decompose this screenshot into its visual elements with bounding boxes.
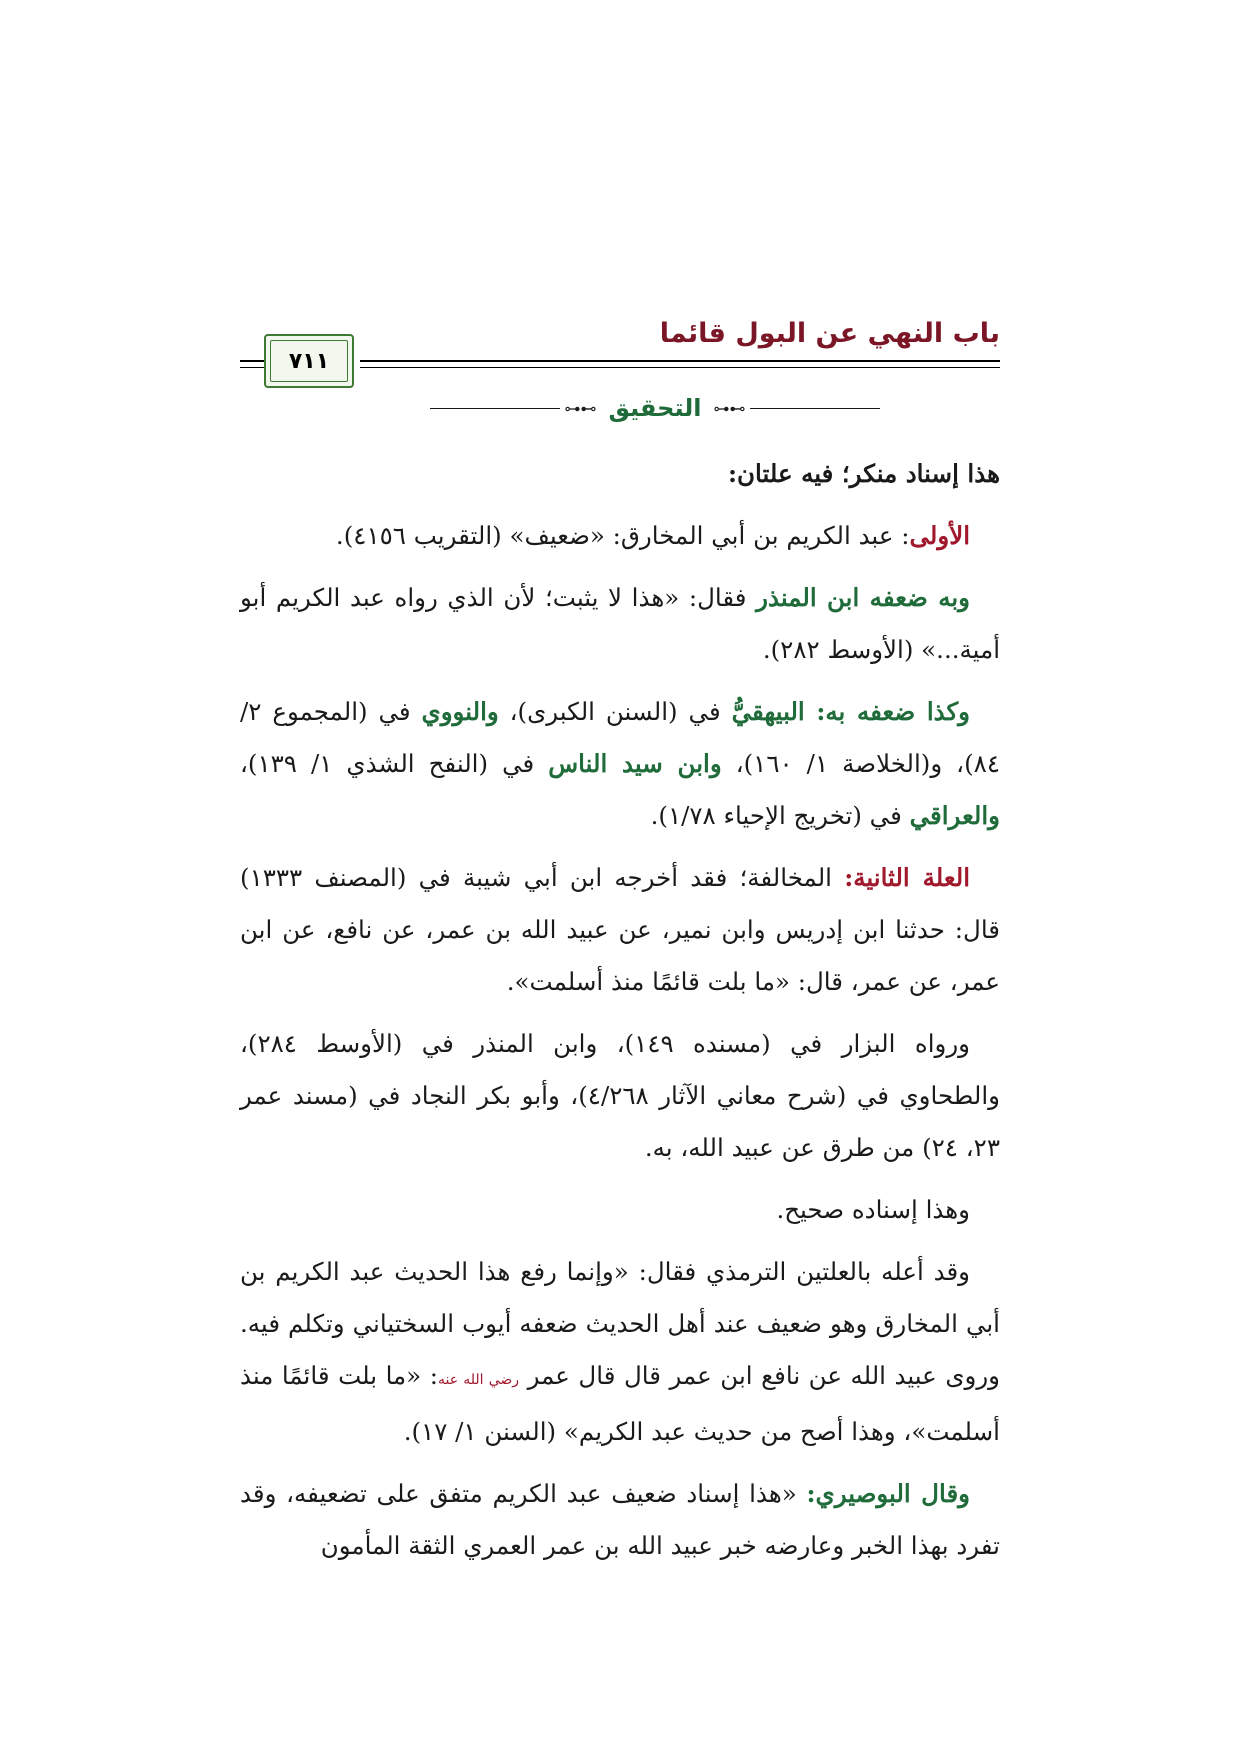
paragraph-text: : «ما بلت قائمًا منذ أسلمت»، وهذا أصح من حديث عبد الكريم» (السنن ١/ ١٧). bbox=[240, 1361, 1000, 1446]
paragraph-lead: العلة الثانية: bbox=[844, 863, 971, 892]
paragraph-text: فقال: «هذا لا يثبت؛ لأن الذي رواه عبد الكريم أبو أمية...» (الأوسط ٢٨٢). bbox=[240, 583, 1000, 664]
scholar-name: البيهقيُّ bbox=[731, 697, 805, 726]
section-heading bbox=[430, 388, 880, 428]
chapter-title: باب النهي عن البول قائما bbox=[659, 318, 1000, 349]
scholar-name: والعراقي bbox=[909, 801, 1000, 830]
paragraph bbox=[240, 1246, 1000, 1458]
divider bbox=[750, 408, 880, 409]
paragraph-text: في (المجموع ٢/ ٨٤)، و(الخلاصة ١/ ١٦٠)، bbox=[240, 697, 1000, 778]
page-number: ٧١١ bbox=[288, 348, 330, 374]
paragraph-text: وقد أعله بالعلتين الترمذي فقال: «وإنما رفع هذا الحديث عبد الكريم بن أبي المخارق وهو ضعيف عند أهل الحديث ضعفه أيوب السختياني وتكلم فيه. وروى عبيد الله عن نافع ابن عمر قال قال عمر bbox=[240, 1257, 1000, 1390]
paragraph bbox=[240, 510, 1000, 562]
section-title: التحقيق bbox=[608, 394, 702, 422]
paragraph-text: : عبد الكريم بن أبي المخارق: «ضعيف» (التقريب ٤١٥٦). bbox=[335, 521, 910, 550]
paragraph-lead: وبه ضعفه bbox=[859, 583, 970, 612]
paragraph bbox=[240, 686, 1000, 842]
paragraph-lead: وكذا ضعفه به: bbox=[804, 697, 970, 726]
paragraph-text: «هذا إسناد ضعيف عبد الكريم متفق على تضعيفه، وقد تفرد بهذا الخبر وعارضه خبر عبيد الله بن عمر العمري الثقة المأمون bbox=[240, 1479, 1000, 1560]
paragraph-lead: الأولى bbox=[909, 521, 970, 550]
scholar-name: والنووي bbox=[421, 697, 499, 726]
paragraph bbox=[240, 448, 1000, 500]
paragraph bbox=[240, 1184, 1000, 1236]
paragraph bbox=[240, 1468, 1000, 1572]
scholar-name: وابن سيد الناس bbox=[548, 749, 722, 778]
ornament-icon: ⊶⊷ bbox=[713, 398, 746, 418]
paragraph-text: المخالفة؛ فقد أخرجه ابن أبي شيبة في (المصنف ١٣٣٣) قال: حدثنا ابن إدريس وابن نمير، عن عبيد الله بن عمر، عن نافع، عن ابن عمر، عن عمر، قال: «ما بلت قائمًا منذ أسلمت». bbox=[240, 863, 1000, 996]
divider bbox=[430, 408, 560, 409]
paragraph-heading: هذا إسناد منكر؛ فيه علتان: bbox=[727, 459, 1000, 488]
header-rule bbox=[360, 360, 1000, 362]
paragraph-lead: وقال البوصيري: bbox=[806, 1479, 970, 1508]
paragraph bbox=[240, 852, 1000, 1008]
ornament-icon: ⊶⊷ bbox=[564, 398, 597, 418]
paragraph bbox=[240, 1018, 1000, 1174]
paragraph-text: في (النفح الشذي ١/ ١٣٩)، bbox=[240, 749, 549, 778]
paragraph bbox=[240, 572, 1000, 676]
page-body bbox=[240, 448, 1000, 1582]
page-number-badge bbox=[264, 334, 354, 388]
paragraph-text: ورواه البزار في (مسنده ١٤٩)، وابن المنذر في (الأوسط ٢٨٤)، والطحاوي في (شرح معاني الآثار ٤/٢٦٨)، وأبو بكر النجاد في (مسند عمر ٢٣، ٢٤) من طرق عن عبيد الله، به. bbox=[240, 1029, 1000, 1162]
header-rule bbox=[360, 367, 1000, 368]
scholar-name: ابن المنذر bbox=[756, 583, 860, 612]
paragraph-text: في (تخريج الإحياء ١/٧٨). bbox=[650, 801, 910, 830]
paragraph-text: في (السنن الكبرى)، bbox=[498, 697, 732, 726]
honorific-glyph: رضي الله عنه bbox=[437, 1372, 520, 1388]
paragraph-text: وهذا إسناده صحيح. bbox=[776, 1195, 970, 1224]
